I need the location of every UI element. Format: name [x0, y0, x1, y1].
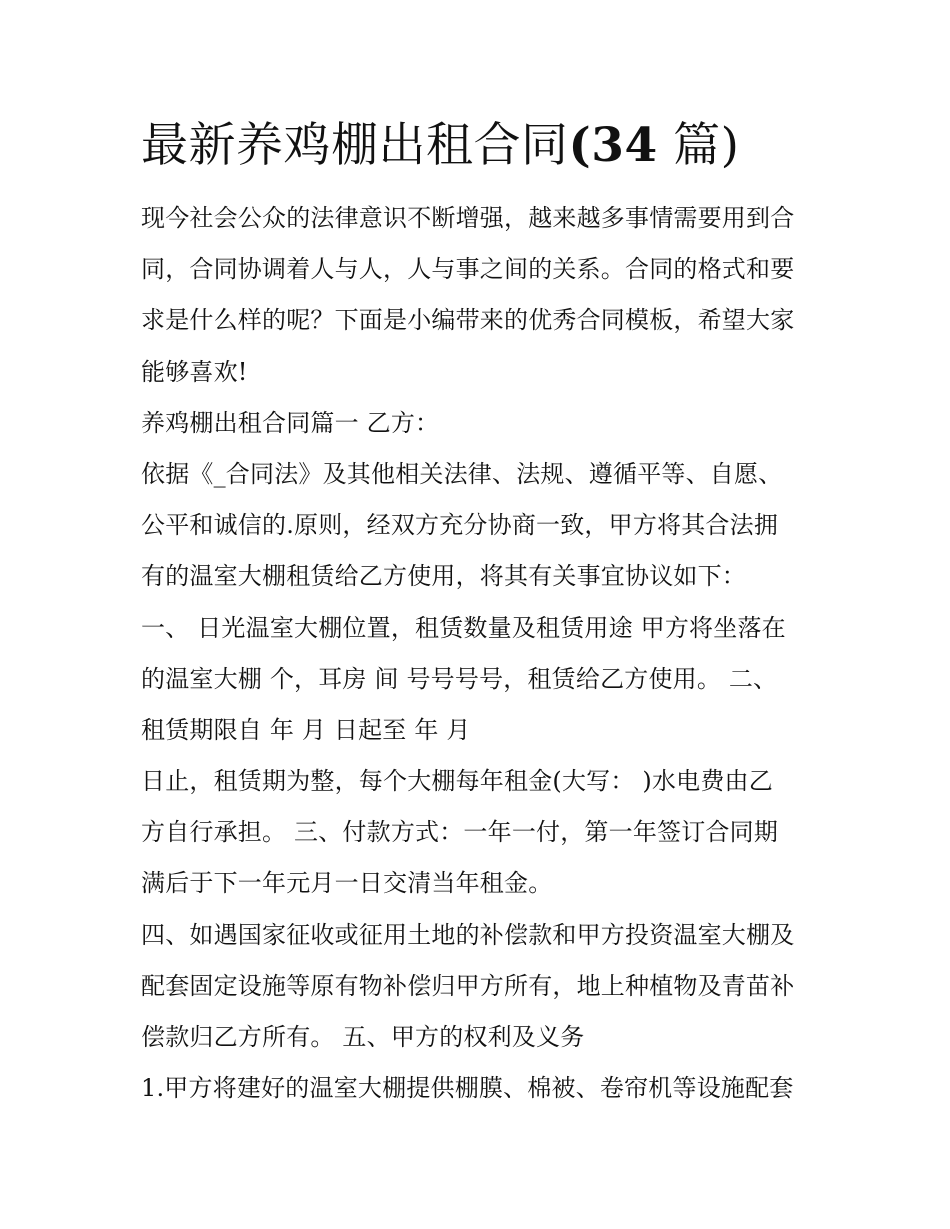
body-line: 四、如遇国家征收或征用土地的补偿款和甲方投资温室大棚及 [141, 920, 795, 949]
body-line: 日止，租赁期为整，每个大棚每年租金(大写： )水电费由乙 [141, 767, 773, 796]
body-line: 租赁期限自 年 月 日起至 年 月 [141, 715, 471, 744]
document-title [141, 110, 821, 182]
body-line: 一、 日光温室大棚位置，租赁数量及租赁用途 甲方将坐落在 [141, 613, 786, 642]
body-line: 方自行承担。 三、付款方式：一年一付，第一年签订合同期 [141, 818, 779, 847]
document-body [141, 193, 821, 1114]
body-line: 现今社会公众的法律意识不断增强，越来越多事情需要用到合 [141, 204, 795, 232]
body-line: 的温室大棚 个，耳房 间 号号号号，租赁给乙方使用。 二、 [141, 664, 778, 693]
body-line: 依据《_合同法》及其他相关法律、法规、遵循平等、自愿、 [141, 459, 783, 488]
body-line: 能够喜欢! [141, 357, 248, 386]
body-line: 公平和诚信的.原则，经双方充分协商一致，甲方将其合法拥 [141, 511, 779, 540]
title-tail: 篇) [657, 118, 740, 173]
body-line: 有的温室大棚租赁给乙方使用，将其有关事宜协议如下： [141, 562, 746, 591]
body-line: 偿款归乙方所有。 五、甲方的权利及义务 [141, 1023, 585, 1051]
section-heading: 养鸡棚出租合同篇一 乙方： [141, 408, 440, 437]
document-page [141, 110, 821, 1114]
body-line: 配套固定设施等原有物补偿归甲方所有，地上种植物及青苗补 [141, 971, 795, 1000]
body-line: 求是什么样的呢？下面是小编带来的优秀合同模板，希望大家 [141, 306, 795, 335]
body-line: 同，合同协调着人与人，人与事之间的关系。合同的格式和要 [141, 255, 795, 284]
body-line: 满后于下一年元月一日交清当年租金。 [141, 869, 553, 898]
title-main: 最新养鸡棚出租合同 [141, 118, 569, 173]
body-line: 1.甲方将建好的温室大棚提供棚膜、棉被、卷帘机等设施配套 [141, 1074, 794, 1103]
title-count: (34 [568, 118, 658, 173]
